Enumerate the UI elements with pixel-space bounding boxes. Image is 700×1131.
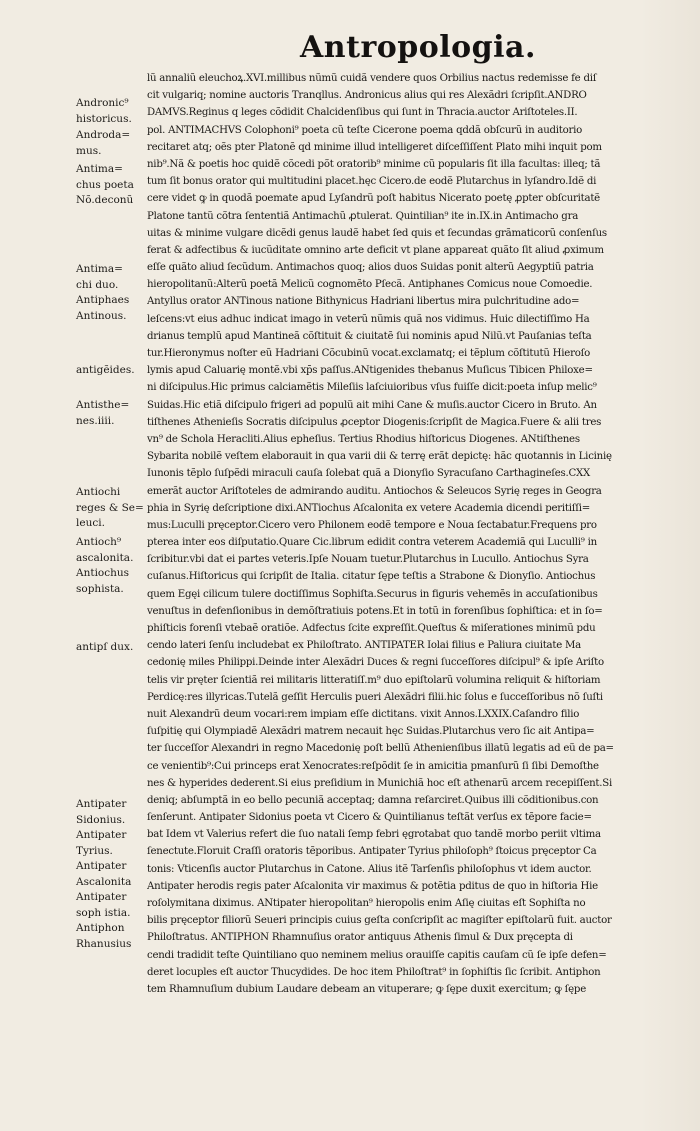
text-line: ter ſucceſſor Alexandri in regno Macedonię poſt bellũ Athenienſibus illatũ legatis ad eũ de pa= <box>147 743 614 755</box>
text-line: telis vir pręter ſcientiã rei militaris litteratiſſ.m⁹ duo epiſtolarũ volumina reliquit & hiſtoriam <box>147 674 601 686</box>
text-line: leſcens:vt eius adhuc indicat imago in veterũ nũmis quã nos vidimus. Huic dilectiſſimo Ha <box>147 313 590 325</box>
text-line: Philoſtratus. ANTIPHON Rhamnuſius orator antiquus Athenis ſimul & Dux pręcepta di <box>147 932 573 944</box>
text-line: recitaret atq; oẽs pter Platonẽ qd minime illud intelligeret diſceſſiſſent Plato mihi inquit pom <box>147 141 602 153</box>
text-line: nib⁹.Nã & poetis hoc quidẽ cõcedi põt oratorib⁹ minime cũ popularis ſit illa facultas: illeq; tã <box>147 158 601 170</box>
text-line: drianus templũ apud Mantineã cõſtituit & ciuitatẽ ſui nominis apud Nilũ.vt Pauſanias teſta <box>147 330 592 342</box>
text-line: Platone tantũ cõtra ſententiã Antimachũ ꝓtulerat. Quintilian⁹ ite in.IX.in Antimacho gra <box>147 210 579 222</box>
text-line: Suidas.Hic etiã diſcipulo frigeri ad populũ ait mihi Cane & muſis.auctor Cicero in Bruto. An <box>147 399 597 411</box>
text-line: lymis apud Caluarię montẽ.vbi xp̄s paſſus.ANtigenides thebanus Muſicus Tibicen Philoxe= <box>147 365 593 377</box>
text-line: ferat & adfectibus & iucũditate omnino arte deficit vt plane appareat quãto ſit aliud ꝓximum <box>147 244 604 256</box>
text-line: nes & hyperides dederent.Si eius preſidium in Munichiã hoc eſt athenarũ arcem recepiſſent.Si <box>147 777 612 789</box>
text-line: Antyllus orator ANTinous natione Bithynicus Hadriani libertus mira pulchritudine ado= <box>147 296 580 308</box>
text-line: cendi tradidit teſte Quintiliano quo neminem melius orauiſſe capitis cauſam cũ ſe ipſe defen= <box>147 949 607 961</box>
text-line: mus:Luculli pręceptor.Cicero vero Philonem eodẽ tempore e Noua ſectabatur.Frequens pro <box>147 519 597 531</box>
margin-note: Antiochi reges & Se= leuci. <box>76 486 144 529</box>
text-line: bilis pręceptor filiorũ Seueri principis cuius geſta conſcripſit ac magiſter epiſtolarũ fuit. auctor <box>147 915 612 927</box>
text-line: cere videt ꝙ in quodã poemate apud Lyſandrũ poſt habitus Nicerato poetę ꝓpter obſcuritatẽ <box>147 193 600 205</box>
text-line: cuſanus.Hiſtoricus qui ſcripſit de Italia. citatur ſępe teſtis a Strabone & Dionyſio. Antiochus <box>147 571 596 583</box>
text-line: ſenſerunt. Antipater Sidonius poeta vt Cicero & Quintilianus teſtãt verſus ex tẽpore facie= <box>147 812 592 824</box>
margin-notes <box>0 0 144 1131</box>
margin-note: Antioch⁹ ascalonita. Antiochus sophista. <box>76 536 134 595</box>
text-line: venuſtus in defenſionibus in demõſtratiuis potens.Et in totũ in forenſibus ſophiſtica: et in ſo= <box>147 605 603 617</box>
margin-note: Antima= chus poeta Nõ.deconũ <box>76 163 134 206</box>
text-line: ni diſcipulus.Hic primus calciamẽtis Mileſiis laſciuioribus vſus fuiſſe dicit:poeta inſup melic⁹ <box>147 382 597 394</box>
text-line: nuit Alexandrũ deum vocari:rem impiam eſſe dictitans. vixit Annos.LXXIX.Caſandro filio <box>147 708 580 720</box>
margin-note: antipſ dux. <box>76 641 134 653</box>
text-line: bat Idem vt Valerius refert die ſuo natali ſemp febri ęgrotabat quo tandẽ morbo periit vltima <box>147 829 601 841</box>
text-line: ſenectute.Floruit Craſſi oratoris tẽporibus. Antipater Tyrius philoſoph⁹ ſtoicus pręceptor Ca <box>147 846 597 858</box>
text-line: Antipater herodis regis pater Aſcalonita vir maximus & potẽtia pditus de quo in hiſtoria Hie <box>147 880 598 892</box>
text-line: pol. ANTIMACHVS Colophoni⁹ poeta cũ teſte Cicerone poema qddã obſcurũ in auditorio <box>147 124 583 136</box>
text-line: tum ſit bonus orator qui multitudini placet.hęc Cicero.de eodẽ Plutarchus in lyſandro.Idẽ di <box>147 176 597 188</box>
text-line: vn⁹ de Schola Heracliti.Alius epheſius. Tertius Rhodius hiſtoricus Diogenes. ANtiſthenes <box>147 433 580 445</box>
text-line: eſſe quãto aliud ſecũdum. Antimachos quoq; alios duos Suidas ponit alterũ Aegyptiũ patria <box>147 262 594 274</box>
text-line: tonis: Vticenſis auctor Plutarchus in Catone. Alius itẽ Tarſenſis philoſophus vt idem auctor. <box>147 863 592 875</box>
running-title: Antropologia. <box>300 30 536 65</box>
text-line: pterea inter eos diſputatio.Quare Cic.librum edidit contra veterem Academiã qui Luculli⁹ in <box>147 537 597 549</box>
text-line: Sybarita nobilẽ veſtem elaborauit in qua varii dii & terrę erãt depictę: hãc quotannis in Licinię <box>147 451 612 463</box>
margin-note: Antipater Sidonius. Antipater Tyrius. Antipater Ascalonita Antipater soph istia. Antiphon Rhanusius <box>76 798 132 950</box>
margin-note: Antima= chi duo. <box>76 263 123 291</box>
text-line: cendo lateri ſenſu includebat ex Philoſtrato. ANTIPATER Iolai filius e Paliura ciuitate Ma <box>147 640 581 652</box>
text-line: cit vulgariq; nomine auctoris Tranqllus. Andronicus alius qui res Alexãdri ſcripſit.ANDRO <box>147 90 587 102</box>
margin-note: Antiphaes Antinous. <box>76 294 130 322</box>
text-line: tur.Hieronymus noſter eũ Hadriani Cõcubinũ vocat.exclamatq; ei tẽplum cõſtitutũ Hieroſo <box>147 348 590 359</box>
text-line: ſuſpitię qui Olympiadẽ Alexãdri matrem necauit hęc Suidas.Plutarchus vero ſic ait Antipa= <box>147 726 595 738</box>
text-line: phia in Syrię deſcriptione dixi.ANTiochus Aſcalonita ex vetere Academia dicendi peritiſſi= <box>147 502 591 514</box>
text-line: cedonię miles Philippi.Deinde inter Alexãdri Duces & regni ſucceſſores diſcipul⁹ & ipſe Ariſto <box>147 657 604 669</box>
text-line: roſolymitana diximus. ANtipater hieropolitan⁹ hieropolis enim Aſię ciuitas eſt Sophiſta no <box>147 898 586 909</box>
margin-note: Antisthe= nes.iiii. <box>76 399 130 427</box>
text-line: uitas & minime vulgare dicẽdi genus laudẽ habet ſed quis et ſecundas grãmaticorũ conſenſus <box>147 227 607 239</box>
text-line: deniq; abſumptã in eo bello pecuniã acceptaq; damna reſarciret.Quibus illi cõditionibus.con <box>147 794 599 806</box>
text-line: Perdicę:res illyricas.Tutelã geſſit Herculis pueri Alexãdri filii.hic ſolus e ſucceſſoribus nõ ſuſti <box>147 691 603 703</box>
text-line: emerãt auctor Ariſtoteles de admirando auditu. Antiochos & Seleucos Syrię reges in Geogra <box>147 485 602 497</box>
text-line: phiſticis forenſi vtebaẽ oratiõe. Adfectus ſcite expreſſit.Queſtus & miſerationes minimũ pdu <box>147 623 596 634</box>
text-line: lũ annaliũ eleuchoꝝ.XVI.millibus nũmũ cuidã vendere quos Orbilius nactus redemisse fe diſ <box>147 73 597 84</box>
text-line: ce venientib⁹:Cui princeps erat Xenocrates:reſpõdit ſe in amicitia pmanſurũ ſi ſibi Demoſthe <box>147 760 599 772</box>
main-text-column <box>147 70 677 998</box>
text-line: tiſthenes Athenieſis Socratis diſcipulus ꝓceptor Diogenis:ſcripſit de Magica.Fuere & alii tres <box>147 416 602 428</box>
text-line: Iunonis tẽplo ſuſpẽdi miraculi cauſa ſolebat quã a Dionyſio Syracuſano Carthagineſes.CXX <box>147 468 591 480</box>
margin-note: Androda= mus. <box>76 129 131 157</box>
text-line: hieropolitanũ:Alterũ poetã Melicũ cognomẽto Pſecã. Antiphanes Comicus noue Comoedie. <box>147 279 593 291</box>
text-line: ſcribitur.vbi dat ei partes veteris.Ipſe Nouam tuetur.Plutarchus in Lucullo. Antiochus Syra <box>147 554 589 566</box>
text-line: DAMVS.Reginus q leges cõdidit Chalcidenſibus qui ſunt in Thracia.auctor Ariſtoteles.II. <box>147 107 578 119</box>
text-line: quem Egęi cilicum tulere doctiſſimus Sophiſta.Securus in figuris vehemẽs in accuſationibus <box>147 588 598 600</box>
text-line: deret locuples eſt auctor Thucydides. De hoc item Philoſtrat⁹ in ſophiſtis ſic ſcribit. Antiphon <box>147 966 601 978</box>
text-line: tem Rhamnuſium dubium Laudare debeam an vituperare; ꝙ ſępe duxit exercitum; ꝙ ſępe <box>147 983 586 995</box>
margin-note: Andronic⁹ historicus. <box>76 97 132 125</box>
margin-note: antigẽides. <box>76 364 135 376</box>
